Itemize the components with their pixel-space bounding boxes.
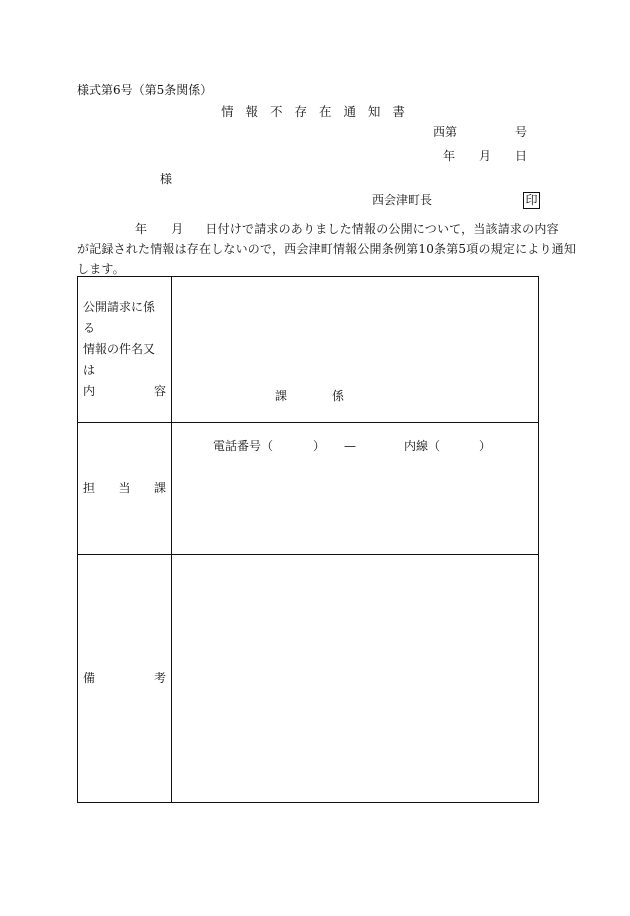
body-line-2: が記録された情報は存在しないので，西会津町情報公開条例第10条第5項の規定により通知 <box>77 242 577 256</box>
phone-dash: — <box>344 439 356 453</box>
date-month: 月 <box>479 149 492 163</box>
extension-close: ） <box>479 439 492 453</box>
document-number <box>433 126 527 138</box>
doc-number-prefix: 西第 <box>433 125 458 139</box>
request-subject-label-uchi: 内 <box>83 384 96 398</box>
remarks-label <box>78 555 172 803</box>
document-date <box>443 150 527 162</box>
department-label-tou: 当 <box>118 481 131 495</box>
notice-form-table <box>77 276 539 803</box>
body-line-1 <box>77 219 559 239</box>
form-number: 様式第6号（第5条関係） <box>77 83 213 97</box>
row-remarks <box>78 555 539 803</box>
request-subject-label-you: 容 <box>153 384 166 398</box>
doc-number-suffix: 号 <box>515 125 528 139</box>
body-year: 年 <box>135 222 148 236</box>
request-subject-value[interactable] <box>172 277 539 423</box>
phone-label: 電話番号（ <box>213 439 274 453</box>
body-line-1-text: 日付けで請求のありました情報の公開について，当該請求の内容 <box>205 222 559 236</box>
phone-close: ） <box>313 439 326 453</box>
remarks-label-bi: 備 <box>83 671 96 685</box>
sender-name: 西会津町長 <box>372 193 433 207</box>
department-value[interactable] <box>172 389 539 555</box>
addressee: 様 <box>160 172 173 186</box>
body-line-3: します。 <box>77 262 125 276</box>
department-label-tan: 担 <box>83 481 96 495</box>
remarks-value[interactable] <box>172 555 539 803</box>
department-label <box>78 423 172 555</box>
dept-section-suffix: 課 <box>275 389 288 403</box>
date-day: 日 <box>515 149 528 163</box>
department-label-ka: 課 <box>153 481 166 495</box>
row-request-subject <box>78 277 539 423</box>
body-month: 月 <box>171 222 184 236</box>
notice-body <box>77 219 577 279</box>
request-subject-label-line-1: 公開請求に係る <box>83 300 156 335</box>
remarks-label-kou: 考 <box>153 671 166 685</box>
date-year: 年 <box>443 149 456 163</box>
request-subject-label-line-2: 情報の件名又は <box>83 342 156 377</box>
seal-stamp: 印 <box>523 192 540 209</box>
extension-label: 内線（ <box>404 439 441 453</box>
request-subject-label <box>78 277 172 423</box>
document-title: 情 報 不 存 在 通 知 書 <box>221 104 409 119</box>
row-department <box>78 423 539 555</box>
request-subject-label-line-3 <box>83 381 166 402</box>
dept-subsection-suffix: 係 <box>332 389 345 403</box>
